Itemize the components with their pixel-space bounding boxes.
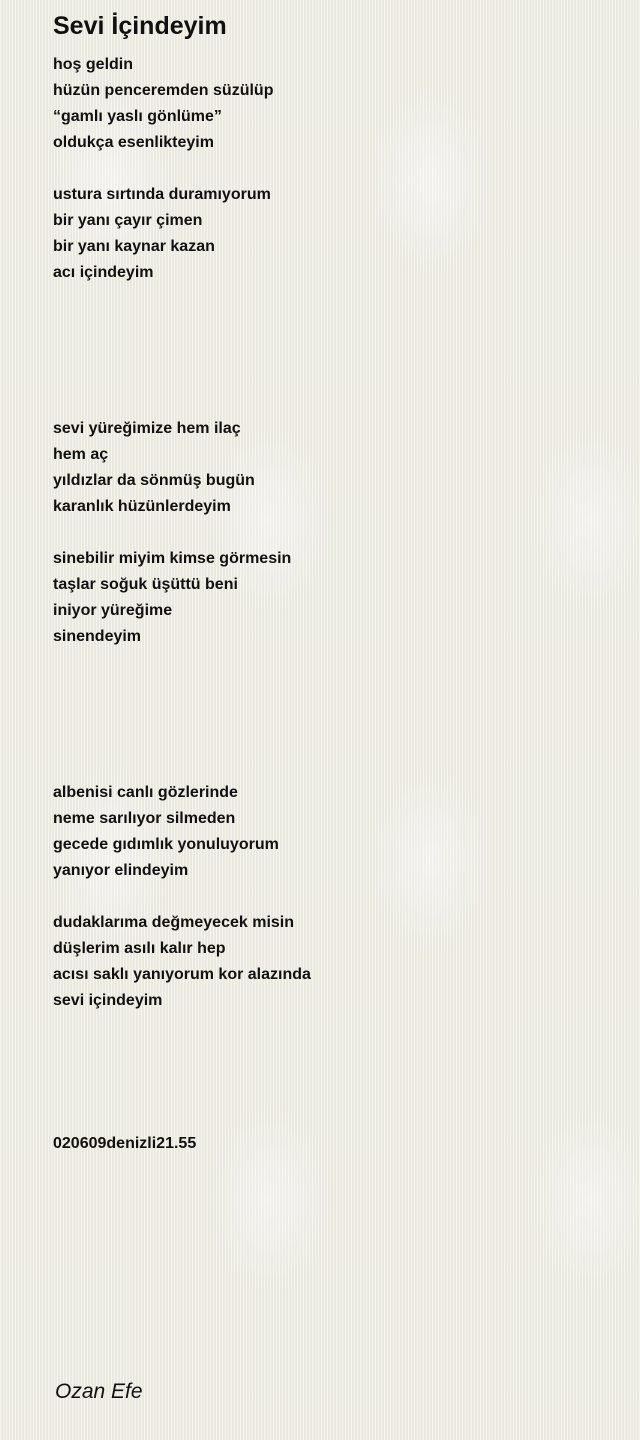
poem-line: bir yanı çayır çimen — [53, 212, 203, 229]
stanza — [53, 416, 613, 520]
poem-line: dudaklarıma değmeyecek misin — [53, 914, 294, 931]
stanza — [53, 182, 613, 286]
poem-line: karanlık hüzünlerdeyim — [53, 498, 231, 515]
stanza — [53, 910, 613, 1014]
poem-date-location: 020609denizli21.55 — [53, 1135, 197, 1152]
poem-line: hüzün penceremden süzülüp — [53, 82, 274, 99]
poem-line: ustura sırtında duramıyorum — [53, 186, 271, 203]
poem-line: albenisi canlı gözlerinde — [53, 784, 238, 801]
poem-line: sevi yüreğimize hem ilaç — [53, 420, 241, 437]
poem-line: düşlerim asılı kalır hep — [53, 940, 226, 957]
poem-line: yanıyor elindeyim — [53, 862, 189, 879]
poem-line: yıldızlar da sönmüş bugün — [53, 472, 255, 489]
poem-line: acısı saklı yanıyorum kor alazında — [53, 966, 311, 983]
stanza — [53, 52, 613, 156]
poem-body — [53, 52, 613, 1014]
poem-line: acı içindeyim — [53, 264, 154, 281]
poem-line: “gamlı yaslı gönlüme” — [53, 108, 222, 125]
poem-line: sinebilir miyim kimse görmesin — [53, 550, 292, 567]
poem-line: sevi içindeyim — [53, 992, 163, 1009]
poem-line: bir yanı kaynar kazan — [53, 238, 215, 255]
stanza — [53, 780, 613, 884]
poem-line: gecede gıdımlık yonuluyorum — [53, 836, 279, 853]
poem-title: Sevi İçindeyim — [53, 12, 227, 40]
author-name: Ozan Efe — [55, 1380, 143, 1403]
poem-line: taşlar soğuk üşüttü beni — [53, 576, 238, 593]
poem-line: oldukça esenlikteyim — [53, 134, 214, 151]
poem-line: neme sarılıyor silmeden — [53, 810, 236, 827]
poem-line: iniyor yüreğime — [53, 602, 173, 619]
stanza — [53, 546, 613, 650]
poem-line: sinendeyim — [53, 628, 142, 645]
poem-line: hem aç — [53, 446, 109, 463]
poem-line: hoş geldin — [53, 56, 133, 73]
